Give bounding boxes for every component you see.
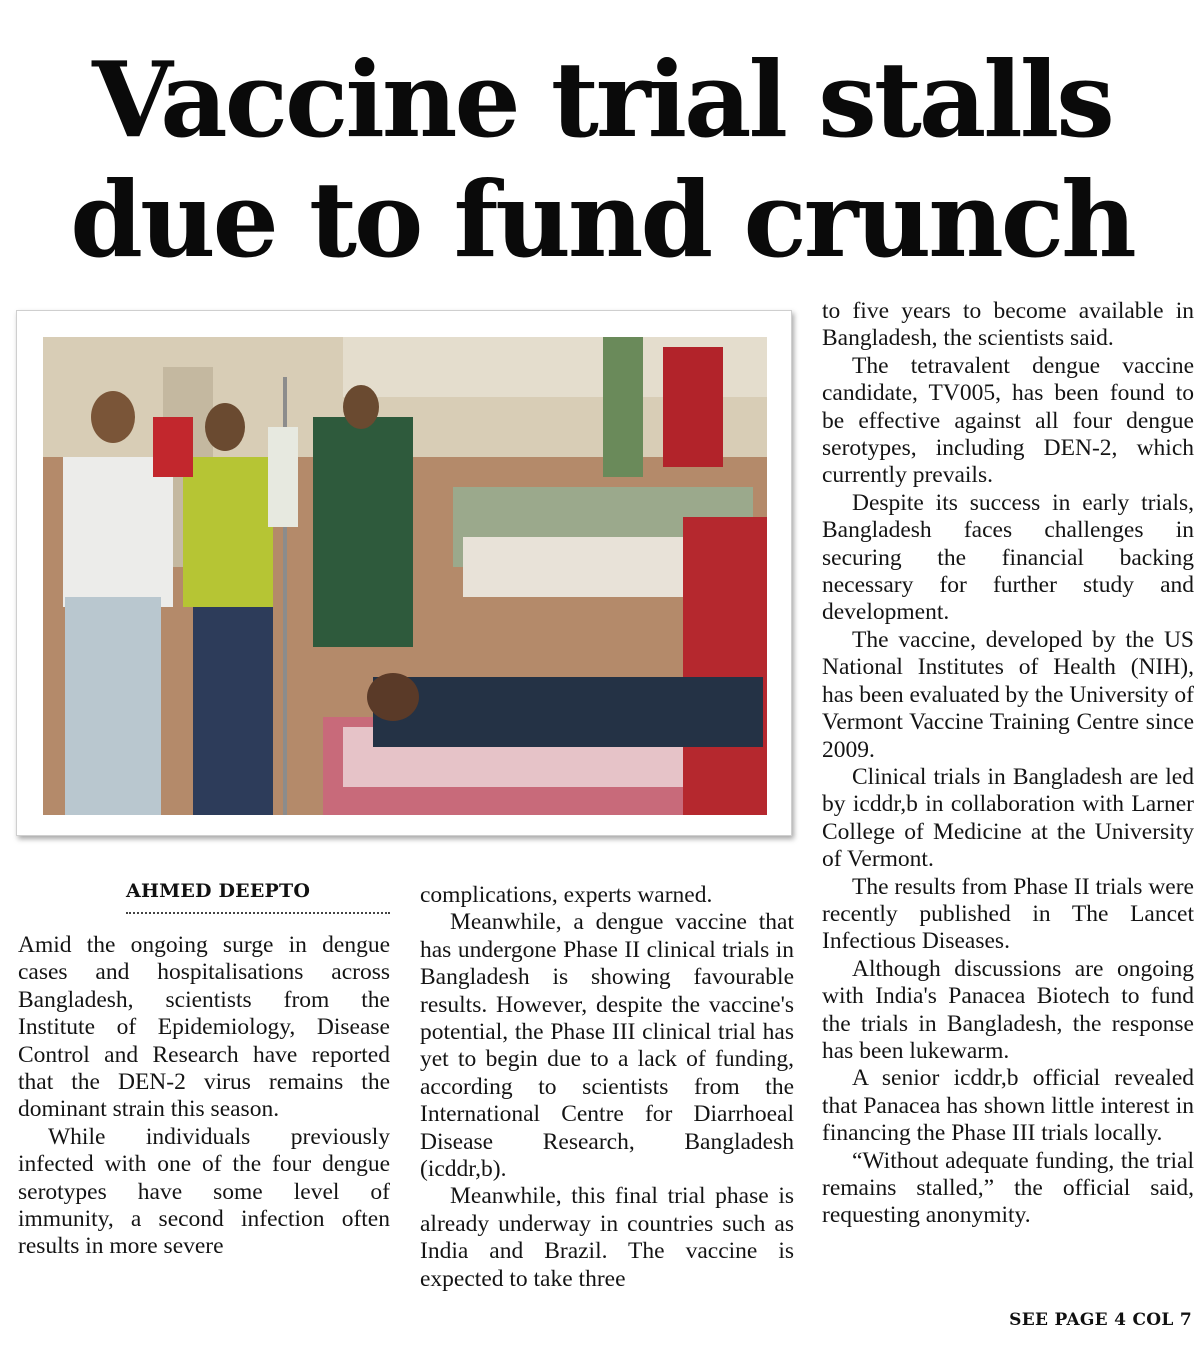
paragraph-intro: Amid the ongoing surge in dengue cases and hospitalisations across Bangladesh, scientists from the Institute of Epidemiology, Disease Control and Research have reported that the DEN-2 virus remains the dominant strain this season.	[18, 932, 390, 1123]
paragraph: The vaccine, developed by the US National Institutes of Health (NIH), has been evaluated by the University of Vermont Vaccine Training Centre since 2009.	[822, 626, 1194, 763]
paragraph: The results from Phase II trials were recently published in The Lancet Infectious Diseases.	[822, 873, 1194, 955]
paragraph-continued: to five years to become available in Bangladesh, the scientists said.	[822, 298, 1194, 352]
article-column-2	[420, 882, 794, 1293]
paragraph-continued: complications, experts warned.	[420, 882, 713, 908]
article-column-3	[822, 298, 1194, 1230]
jump-reference: SEE PAGE 4 COL 7	[1009, 1310, 1192, 1330]
photo-illustration	[43, 337, 767, 815]
hospital-ward-photo	[43, 337, 767, 815]
headline	[0, 40, 1204, 280]
paragraph: While individuals previously infected with one of the four dengue serotypes have some level of immunity, a second infection often results in more severe	[18, 1123, 390, 1260]
paragraph: “Without adequate funding, the trial remains stalled,” the official said, requesting anonymity.	[822, 1147, 1194, 1229]
headline-line-1: Vaccine trial stalls	[92, 38, 1112, 161]
paragraph: Despite its success in early trials, Bangladesh faces challenges in securing the financial backing necessary for further study and development.	[822, 489, 1194, 626]
paragraph: Clinical trials in Bangladesh are led by icddr,b in collaboration with Larner College of Medicine at the University of Vermont.	[822, 763, 1194, 873]
photo-frame	[16, 310, 792, 836]
paragraph: A senior icddr,b official revealed that Panacea has shown little interest in financing the Phase III trials locally.	[822, 1065, 1194, 1147]
paragraph: Meanwhile, a dengue vaccine that has undergone Phase II clinical trials in Bangladesh is showing favourable results. However, despite the vaccine's potential, the Phase III clinical trial has yet to begin due to a lack of funding, according to scientists from the International Centre for Diarrhoeal Disease Research, Bangladesh (icddr,b).	[420, 909, 794, 1183]
headline-line-2: due to fund crunch	[70, 158, 1134, 281]
article-column-1	[18, 932, 390, 1261]
byline: AHMED DEEPTO	[126, 880, 390, 914]
paragraph: The tetravalent dengue vaccine candidate, TV005, has been found to be effective against all four dengue serotypes, including DEN-2, which currently prevails.	[822, 352, 1194, 489]
paragraph: Although discussions are ongoing with India's Panacea Biotech to fund the trials in Bangladesh, the response has been lukewarm.	[822, 955, 1194, 1064]
paragraph: Meanwhile, this final trial phase is already underway in countries such as India and Brazil. The vaccine is expected to take three	[420, 1183, 794, 1292]
